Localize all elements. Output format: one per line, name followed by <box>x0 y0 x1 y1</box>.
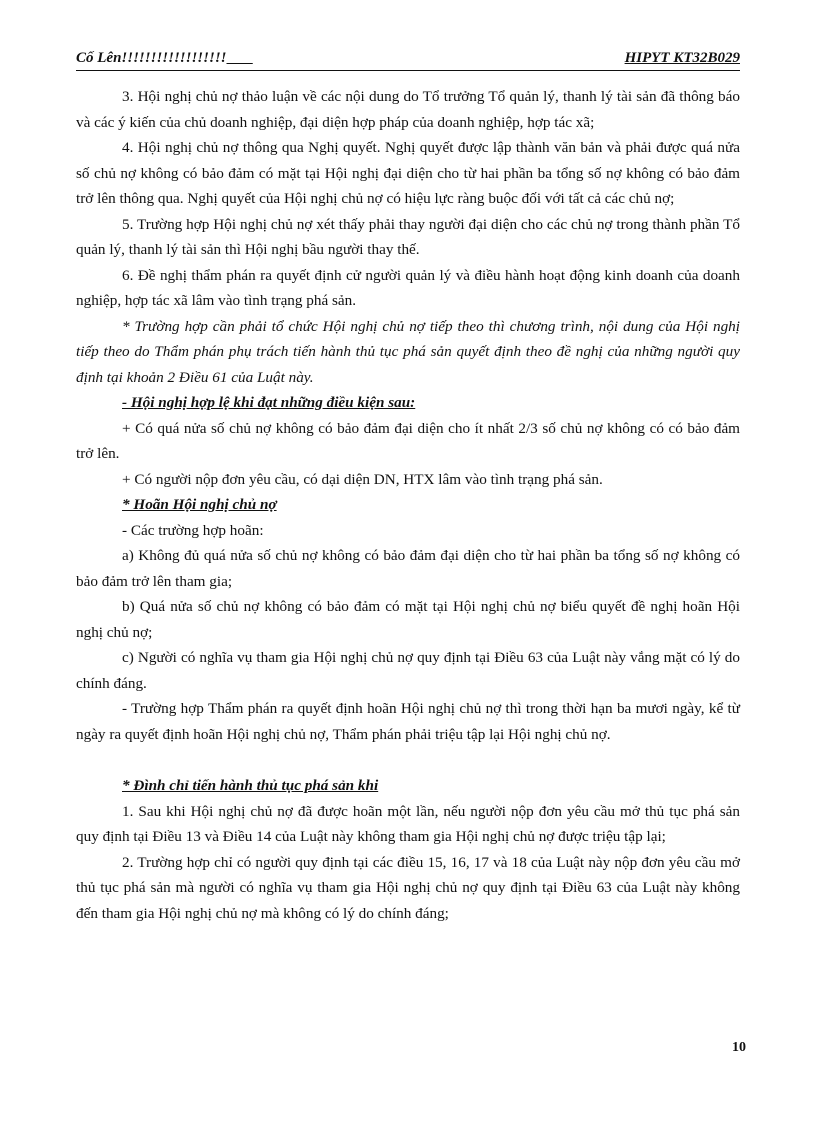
paragraph-item-3: 3. Hội nghị chủ nợ thảo luận về các nội dung do Tổ trưởng Tổ quản lý, thanh lý tài sản đã thông báo và các ý kiến của chủ doanh nghiệp, đại diện hợp pháp của doanh nghiệp, hợp tác xã; <box>76 88 740 131</box>
section-spacer <box>76 747 740 773</box>
paragraph-item-6: 6. Đề nghị thẩm phán ra quyết định cử người quản lý và điều hành hoạt động kinh doanh của doanh nghiệp, hợp tác xã lâm vào tình trạng phá sản. <box>76 266 740 309</box>
paragraph-item-5: 5. Trường hợp Hội nghị chủ nợ xét thấy phải thay người đại diện cho các chủ nợ trong thành phần Tổ quản lý, thanh lý tài sản thì Hội nghị bầu người thay thế. <box>76 215 740 258</box>
paragraph-item-4: 4. Hội nghị chủ nợ thông qua Nghị quyết. Nghị quyết được lập thành văn bản và phải được quá nửa số chủ nợ không có bảo đảm có mặt tại Hội nghị đại diện cho từ hai phần ba tổng số nợ không có bảo đảm trở lên thông qua. Nghị quyết của Hội nghị chủ nợ có hiệu lực ràng buộc đối với tất cả các chủ nợ; <box>76 139 740 207</box>
paragraph-condition-2: + Có người nộp đơn yêu cầu, có dại diện DN, HTX lâm vào tình trạng phá sản. <box>122 470 603 488</box>
paragraph-condition-1: + Có quá nửa số chủ nợ không có bảo đảm đại diện cho ít nhất 2/3 số chủ nợ không có có bảo đảm trở lên. <box>76 419 740 462</box>
paragraph-case-a: a) Không đủ quá nửa số chủ nợ không có bảo đảm đại diện cho từ hai phần ba tổng số nợ không có bảo đảm trở lên tham gia; <box>76 547 740 590</box>
paragraph-postpone-deadline: - Trường hợp Thẩm phán ra quyết định hoãn Hội nghị chủ nợ thì trong thời hạn ba mươi ngày, kể từ ngày ra quyết định hoãn Hội nghị chủ nợ, Thẩm phán phải triệu tập lại Hội nghị chủ nợ. <box>76 700 740 743</box>
paragraph-suspend-2: 2. Trường hợp chỉ có người quy định tại các điều 15, 16, 17 và 18 của Luật này nộp đơn yêu cầu mở thủ tục phá sản mà người có nghĩa vụ tham gia Hội nghị chủ nợ quy định tại Điều 63 của Luật này không đến tham gia Hội nghị chủ nợ mà không có lý do chính đáng; <box>76 853 740 922</box>
heading-valid-meeting: - Hội nghị hợp lệ khi đạt những điều kiện sau: <box>122 394 416 411</box>
paragraph-next-meeting-note: * Trường hợp cần phải tổ chức Hội nghị chủ nợ tiếp theo thì chương trình, nội dung của Hội nghị tiếp theo do Thẩm phán phụ trách tiến hành thủ tục phá sản quyết định theo đề nghị của những người quy định tại khoản 2 Điều 61 của Luật này. <box>76 317 740 386</box>
paragraph-suspend-1: 1. Sau khi Hội nghị chủ nợ đã được hoãn một lần, nếu người nộp đơn yêu cầu mở thủ tục phá sản quy định tại Điều 13 và Điều 14 của Luật này không tham gia Hội nghị chủ nợ được triệu tập lại; <box>76 802 740 845</box>
page-header <box>76 50 740 72</box>
header-title-text: Cố Lên!!!!!!!!!!!!!!!!!! <box>76 50 227 66</box>
document-body <box>76 84 740 926</box>
heading-postpone-meeting: * Hoãn Hội nghị chủ nợ <box>122 496 277 513</box>
header-divider <box>76 70 740 71</box>
paragraph-postpone-cases: - Các trường hợp hoãn: <box>122 521 264 539</box>
paragraph-case-c: c) Người có nghĩa vụ tham gia Hội nghị chủ nợ quy định tại Điều 63 của Luật này vắng mặt có lý do chính đáng. <box>76 649 740 692</box>
header-document-code: HIPYT KT32B029 <box>624 50 740 66</box>
header-left-title <box>76 50 253 67</box>
paragraph-case-b: b) Quá nửa số chủ nợ không có bảo đảm có mặt tại Hội nghị chủ nợ biểu quyết đề nghị hoãn Hội nghị chủ nợ; <box>76 598 740 641</box>
heading-suspend-procedure: * Đình chỉ tiến hành thủ tục phá sản khi <box>122 777 379 794</box>
page-number: 10 <box>732 1040 746 1055</box>
header-left-underline <box>227 50 253 66</box>
